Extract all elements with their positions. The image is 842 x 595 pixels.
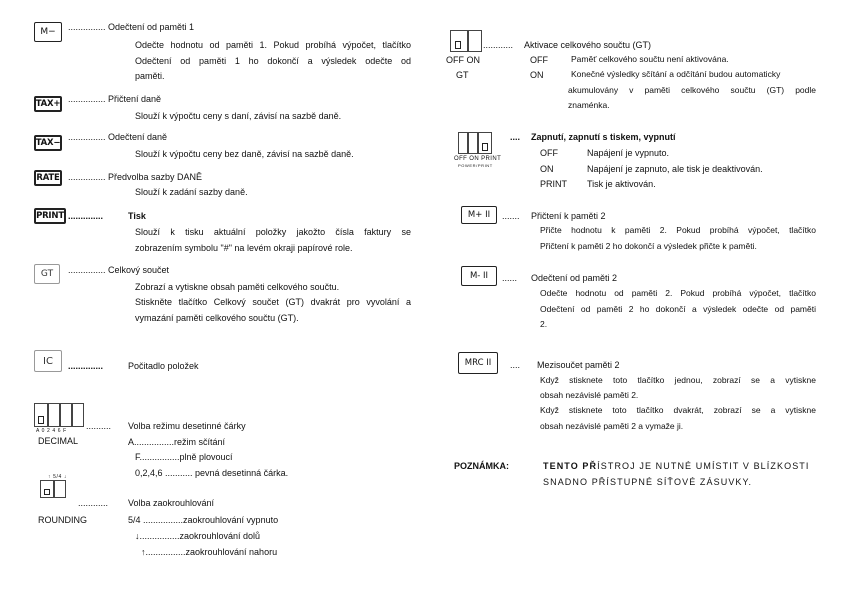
mrc-ii-desc-1: Když stisknete toto tlačítko jednou, zobrazí se a vytiskne xyxy=(540,375,816,385)
power-scale: OFF ON PRINT xyxy=(454,156,502,162)
gt-switch-scale: OFF ON xyxy=(446,55,480,65)
gt-on-text: Konečné výsledky sčítání a odčítání budou automaticky xyxy=(571,69,781,79)
m-minus-key[interactable] xyxy=(34,22,62,42)
gt-title: ............... Celkový součet xyxy=(68,265,170,275)
rounding-switch[interactable] xyxy=(40,480,66,498)
tax-minus-key-label: TAX− xyxy=(35,138,61,148)
m-minus-desc-3: paměti. xyxy=(135,71,165,81)
rounding-opt-54: 5/4 ................zaokrouhlování vypnuto xyxy=(128,515,279,525)
decimal-title: Volba režimu desetinné čárky xyxy=(128,421,246,431)
rate-key[interactable] xyxy=(34,170,62,186)
print-title: Tisk xyxy=(128,211,146,221)
mrc-ii-dots: .... xyxy=(510,360,521,370)
power-row-off-key: OFF xyxy=(540,148,558,158)
mrc-ii-key[interactable] xyxy=(458,352,498,374)
m-minus-ii-key[interactable] xyxy=(461,266,497,286)
decimal-opt-f: F................plně plovoucí xyxy=(135,452,233,462)
gt-on-text-3: znaménka. xyxy=(568,100,610,110)
rounding-label: ROUNDING xyxy=(38,515,87,525)
m-minus-desc-1: Odečte hodnotu od paměti 1. Pokud probíhá výpočet, tlačítko xyxy=(135,40,411,50)
m-minus-desc-2: Odečtení od paměti 1 ho dokončí a výsledek odečte od xyxy=(135,56,411,66)
mrc-ii-desc-2: obsah nezávislé paměti 2. xyxy=(540,390,639,400)
decimal-opt-fixed: 0,2,4,6 ........... pevná desetinná čárka. xyxy=(135,468,289,478)
tax-plus-key-label: TAX+ xyxy=(35,99,61,109)
note-line-2: SNADNO PŘÍSTUPNÉ SÍŤOVÉ ZÁSUVKY. xyxy=(543,477,753,487)
power-title: Zapnutí, zapnutí s tiskem, vypnutí xyxy=(531,132,676,142)
decimal-switch-knob xyxy=(38,416,44,424)
m-plus-ii-desc-1: Přičte hodnotu k paměti 2. Pokud probíhá výpočet, tlačítko xyxy=(540,225,816,235)
rate-desc: Slouží k zadání sazby daně. xyxy=(135,187,248,197)
power-switch-knob xyxy=(482,143,488,151)
m-plus-ii-dots: ....... xyxy=(502,211,520,221)
tax-plus-desc: Slouží k výpočtu ceny s daní, závisí na sazbě daně. xyxy=(135,111,342,121)
power-row-on-text: Napájení je zapnuto, ale tisk je deaktivován. xyxy=(587,164,763,174)
gt-activation-dots: ............ xyxy=(483,40,514,50)
m-minus-ii-desc-3: 2. xyxy=(540,319,548,329)
gt-desc-2: Stiskněte tlačítko Celkový součet (GT) dvakrát pro vyvolání a xyxy=(135,297,411,307)
gt-key[interactable] xyxy=(34,264,60,284)
ic-key-label: IC xyxy=(43,355,53,367)
m-minus-ii-desc-2: Odečtení od paměti 2 ho dokončí a výsledek odečte od paměti xyxy=(540,304,816,314)
gt-off-key: OFF xyxy=(530,55,548,65)
power-row-on-key: ON xyxy=(540,164,554,174)
rate-title: ............... Předvolba sazby DANĚ xyxy=(68,172,203,182)
rounding-opt-down: ↓................zaokrouhlování dolů xyxy=(135,531,261,541)
gt-desc-1: Zobrazí a vytiskne obsah paměti celkového součtu. xyxy=(135,282,340,292)
power-switch[interactable] xyxy=(458,132,492,154)
power-row-print-text: Tisk je aktivován. xyxy=(587,179,656,189)
tax-plus-key[interactable] xyxy=(34,96,62,112)
m-minus-ii-title: Odečtení od paměti 2 xyxy=(531,273,618,283)
decimal-switch[interactable] xyxy=(34,403,84,427)
print-desc-2: zobrazením symbolu "#" na levém okraji papírové role. xyxy=(135,243,353,253)
mrc-ii-key-label: MRC II xyxy=(464,358,492,368)
m-minus-key-label: M− xyxy=(40,27,56,37)
m-minus-ii-key-label: M- II xyxy=(469,271,489,281)
power-dots: .... xyxy=(510,132,521,142)
gt-key-label: GT xyxy=(40,269,54,279)
power-caption: POWER/PRINT xyxy=(458,163,493,168)
gt-activation-title: Aktivace celkového součtu (GT) xyxy=(524,40,652,50)
mrc-ii-desc-3: Když stisknete toto tlačítko dvakrát, zobrazí se a vytiskne xyxy=(540,405,816,415)
note-label: POZNÁMKA: xyxy=(454,461,509,471)
gt-off-text: Paměť celkového součtu není aktivována. xyxy=(571,54,729,64)
gt-switch-label: GT xyxy=(456,70,469,80)
print-dots: .............. xyxy=(68,211,104,221)
tax-minus-key[interactable] xyxy=(34,135,62,151)
tax-plus-title: ............... Přičtení daně xyxy=(68,94,162,104)
gt-on-text-2: akumulovány v paměti celkového součtu (GT) podle xyxy=(568,85,816,95)
m-minus-ii-desc-1: Odečte hodnotu od paměti 2. Pokud probíhá výpočet, tlačítko xyxy=(540,288,816,298)
rate-key-label: RATE xyxy=(36,173,60,183)
ic-title: Počitadlo položek xyxy=(128,361,199,371)
gt-switch-knob xyxy=(455,41,461,49)
decimal-dots: .......... xyxy=(86,421,112,431)
rounding-opt-up: ↑................zaokrouhlování nahoru xyxy=(141,547,278,557)
note-line-1-bold: TENTO PŘ xyxy=(543,461,598,471)
rounding-switch-knob xyxy=(44,489,50,495)
ic-key[interactable] xyxy=(34,350,62,372)
gt-on-key: ON xyxy=(530,70,544,80)
mrc-ii-desc-4: obsah nezávislé paměti 2 a vymaže ji. xyxy=(540,421,684,431)
m-plus-ii-key-label: M+ II xyxy=(467,210,491,220)
decimal-label: DECIMAL xyxy=(38,436,79,446)
power-row-print-key: PRINT xyxy=(540,179,567,189)
m-plus-ii-key[interactable] xyxy=(461,206,497,224)
rounding-scale: ↑ 5/4 ↓ xyxy=(48,474,67,480)
note-line-1 xyxy=(543,461,810,471)
print-key-label: PRINT xyxy=(36,211,64,221)
m-plus-ii-title: Přičtení k paměti 2 xyxy=(531,211,606,221)
gt-desc-3: vymazání paměti celkového součtu (GT). xyxy=(135,313,299,323)
rounding-dots: ............ xyxy=(78,498,109,508)
decimal-scale: A 0 2 4 6 F xyxy=(36,428,67,434)
gt-switch[interactable] xyxy=(450,30,482,52)
rounding-title: Volba zaokrouhlování xyxy=(128,498,215,508)
note-line-1-rest: ÍSTROJ JE NUTNÉ UMÍSTIT V BLÍZKOSTI xyxy=(597,461,810,471)
tax-minus-desc: Slouží k výpočtu ceny bez daně, závisí na sazbě daně. xyxy=(135,149,354,159)
print-desc-1: Slouží k tisku aktuální položky jakožto čísla faktury se xyxy=(135,227,411,237)
mrc-ii-title: Mezisoučet paměti 2 xyxy=(537,360,620,370)
power-row-off-text: Napájení je vypnuto. xyxy=(587,148,670,158)
m-minus-title: ............... Odečtení od paměti 1 xyxy=(68,22,195,32)
ic-dots: .............. xyxy=(68,361,104,371)
m-plus-ii-desc-2: Přičtení k paměti 2 ho dokončí a výsledek přičte k paměti. xyxy=(540,241,757,251)
decimal-opt-a: A................režim sčítání xyxy=(128,437,226,447)
print-key[interactable] xyxy=(34,208,66,224)
tax-minus-title: ............... Odečtení daně xyxy=(68,132,168,142)
m-minus-ii-dots: ...... xyxy=(502,273,518,283)
